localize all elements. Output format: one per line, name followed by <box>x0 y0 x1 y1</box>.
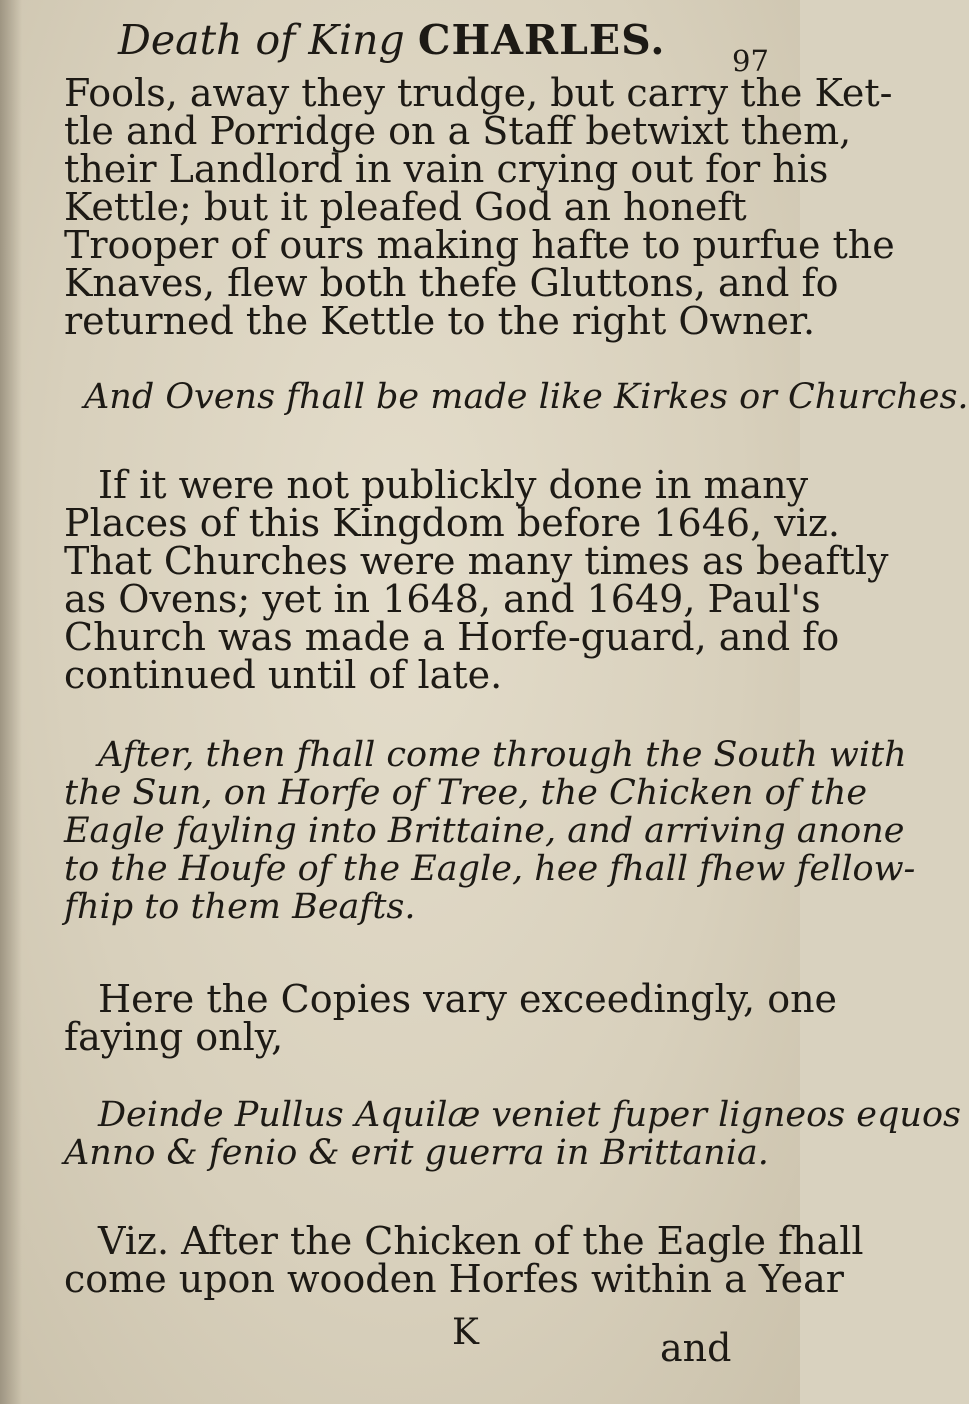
paragraph-kettle <box>64 71 895 343</box>
binding-shadow <box>0 0 22 1404</box>
text-line: their Landlord in vain crying out for his <box>64 147 829 191</box>
text-line: fhip to them Beafts. <box>64 887 416 927</box>
prophecy-eagle <box>64 735 916 927</box>
text-line: After, then fhall come through the South with <box>98 735 907 775</box>
latin-prophecy <box>64 1095 961 1173</box>
signature-mark: K <box>452 1312 479 1353</box>
text-line: continued until of late. <box>64 653 503 697</box>
catchword: and <box>660 1326 732 1370</box>
text-line: come upon wooden Horfes within a Year <box>64 1257 844 1301</box>
text-line: Church was made a Horfe-guard, and fo <box>64 615 840 659</box>
running-head-caps: CHARLES. <box>417 16 666 64</box>
text-line: Places of this Kingdom before 1646, viz. <box>64 501 840 545</box>
running-head-italic: Death of King <box>118 16 405 64</box>
paragraph-viz <box>64 1219 864 1301</box>
text-line: Deinde Pullus Aquilæ veniet fuper ligneos equos <box>98 1095 961 1135</box>
text-line: If it were not publickly done in many <box>98 463 809 507</box>
text-line: And Ovens fhall be made like Kirkes or Churches. <box>84 377 969 417</box>
text-line: Knaves, flew both thefe Gluttons, and fo <box>64 261 839 305</box>
text-line: Fools, away they trudge, but carry the Ket- <box>64 71 893 115</box>
text-line: That Churches were many times as beaftly <box>64 539 889 583</box>
prophecy-ovens <box>84 377 969 417</box>
text-line: faying only, <box>64 1015 284 1059</box>
paragraph-churches <box>64 463 889 697</box>
text-line: to the Houfe of the Eagle, hee fhall fhew fellow- <box>64 849 916 889</box>
text-line: Eagle fayling into Brittaine, and arriving anone <box>64 811 905 851</box>
text-line: Trooper of ours making hafte to purfue the <box>64 223 895 267</box>
text-line: as Ovens; yet in 1648, and 1649, Paul's <box>64 577 821 621</box>
text-line: tle and Porridge on a Staff betwixt them, <box>64 109 852 153</box>
text-line: the Sun, on Horfe of Tree, the Chicken of the <box>64 773 868 813</box>
text-line: Anno & fenio & erit guerra in Brittania. <box>64 1133 769 1173</box>
paragraph-copies <box>64 977 838 1059</box>
running-head <box>118 16 666 64</box>
text-line: returned the Kettle to the right Owner. <box>64 299 816 343</box>
page-number: 97 <box>732 44 769 78</box>
text-line: Viz. After the Chicken of the Eagle fhall <box>98 1219 864 1263</box>
text-line: Kettle; but it pleafed God an honeft <box>64 185 747 229</box>
text-line: Here the Copies vary exceedingly, one <box>98 977 838 1021</box>
